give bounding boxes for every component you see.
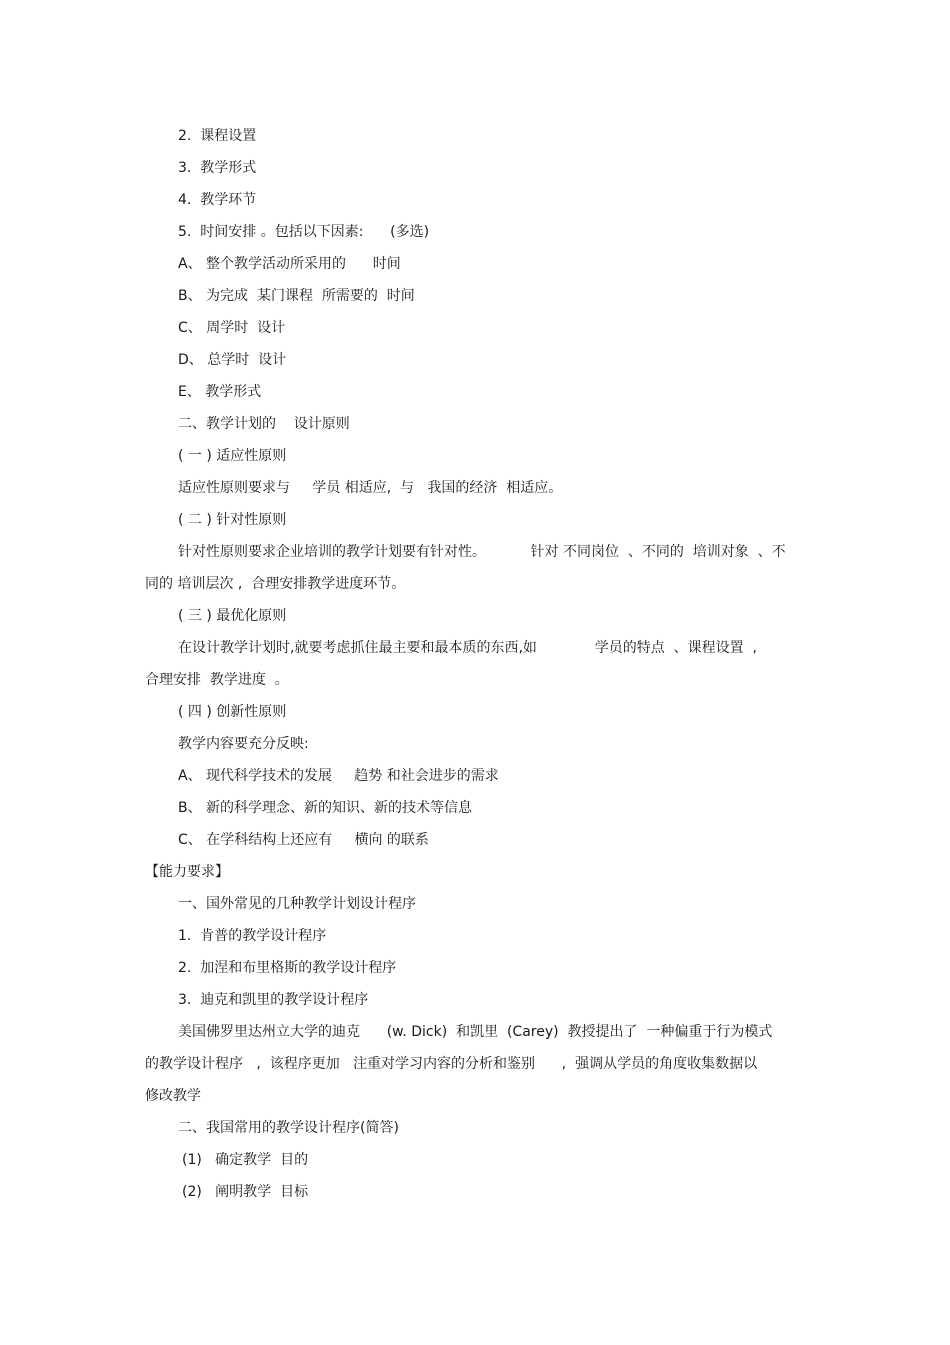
paragraph-adaptability: 适应性原则要求与 学员 相适应, 与 我国的经济 相适应。	[178, 480, 563, 496]
paragraph-optimization-line2: 合理安排 教学进度 。	[145, 672, 289, 688]
list-item-kemp: 1. 肯普的教学设计程序	[178, 928, 327, 944]
paragraph-dick-carey-line2: 的教学设计程序 , 该程序更加 注重对学习内容的分析和鉴别 , 强调从学员的角度收集数据以	[145, 1056, 758, 1072]
section-heading-principles: 二、教学计划的 设计原则	[178, 416, 350, 432]
subheading-optimization: ( 三 ) 最优化原则	[178, 608, 287, 624]
paragraph-pertinence-line2: 同的 培训层次 , 合理安排教学进度环节。	[145, 576, 406, 592]
option-a: A、 整个教学活动所采用的 时间	[178, 256, 401, 272]
section-heading-domestic-procedures: 二、我国常用的教学设计程序(简答)	[178, 1120, 399, 1136]
list-item-gagne-briggs: 2. 加涅和布里格斯的教学设计程序	[178, 960, 397, 976]
list-item-teaching-form: 3. 教学形式	[178, 160, 257, 176]
paragraph-dick-carey-line3: 修改教学	[145, 1088, 201, 1104]
option-c: C、 周学时 设计	[178, 320, 286, 336]
section-heading-foreign-procedures: 一、国外常见的几种教学计划设计程序	[178, 896, 416, 912]
innovation-option-c: C、 在学科结构上还应有 横向 的联系	[178, 832, 429, 848]
heading-ability-requirements: 【能力要求】	[145, 864, 229, 880]
list-item-time-arrangement: 5. 时间安排 。包括以下因素: (多选)	[178, 224, 430, 240]
paragraph-dick-carey-line1: 美国佛罗里达州立大学的迪克 (w. Dick) 和凯里 (Carey) 教授提出了 一种偏重于行为模式	[178, 1024, 773, 1040]
step-2-clarify-goals: (2) 阐明教学 目标	[182, 1184, 309, 1200]
step-1-determine-purpose: (1) 确定教学 目的	[182, 1152, 309, 1168]
subheading-innovation: ( 四 ) 创新性原则	[178, 704, 287, 720]
option-b: B、 为完成 某门课程 所需要的 时间	[178, 288, 415, 304]
paragraph-optimization-line1: 在设计教学计划时,就要考虑抓住最主要和最本质的东西,如 学员的特点 、课程设置 ,	[178, 640, 758, 656]
list-item-teaching-link: 4. 教学环节	[178, 192, 257, 208]
subheading-adaptability: ( 一 ) 适应性原则	[178, 448, 287, 464]
list-item-course-setting: 2. 课程设置	[178, 128, 257, 144]
paragraph-innovation-intro: 教学内容要充分反映:	[178, 736, 309, 752]
list-item-dick-carey: 3. 迪克和凯里的教学设计程序	[178, 992, 369, 1008]
option-d: D、 总学时 设计	[178, 352, 287, 368]
innovation-option-a: A、 现代科学技术的发展 趋势 和社会进步的需求	[178, 768, 499, 784]
paragraph-pertinence-line1: 针对性原则要求企业培训的教学计划要有针对性。 针对 不同岗位 、不同的 培训对象 、不	[178, 544, 786, 560]
option-e: E、 教学形式	[178, 384, 262, 400]
subheading-pertinence: ( 二 ) 针对性原则	[178, 512, 287, 528]
innovation-option-b: B、 新的科学理念、新的知识、新的技术等信息	[178, 800, 473, 816]
